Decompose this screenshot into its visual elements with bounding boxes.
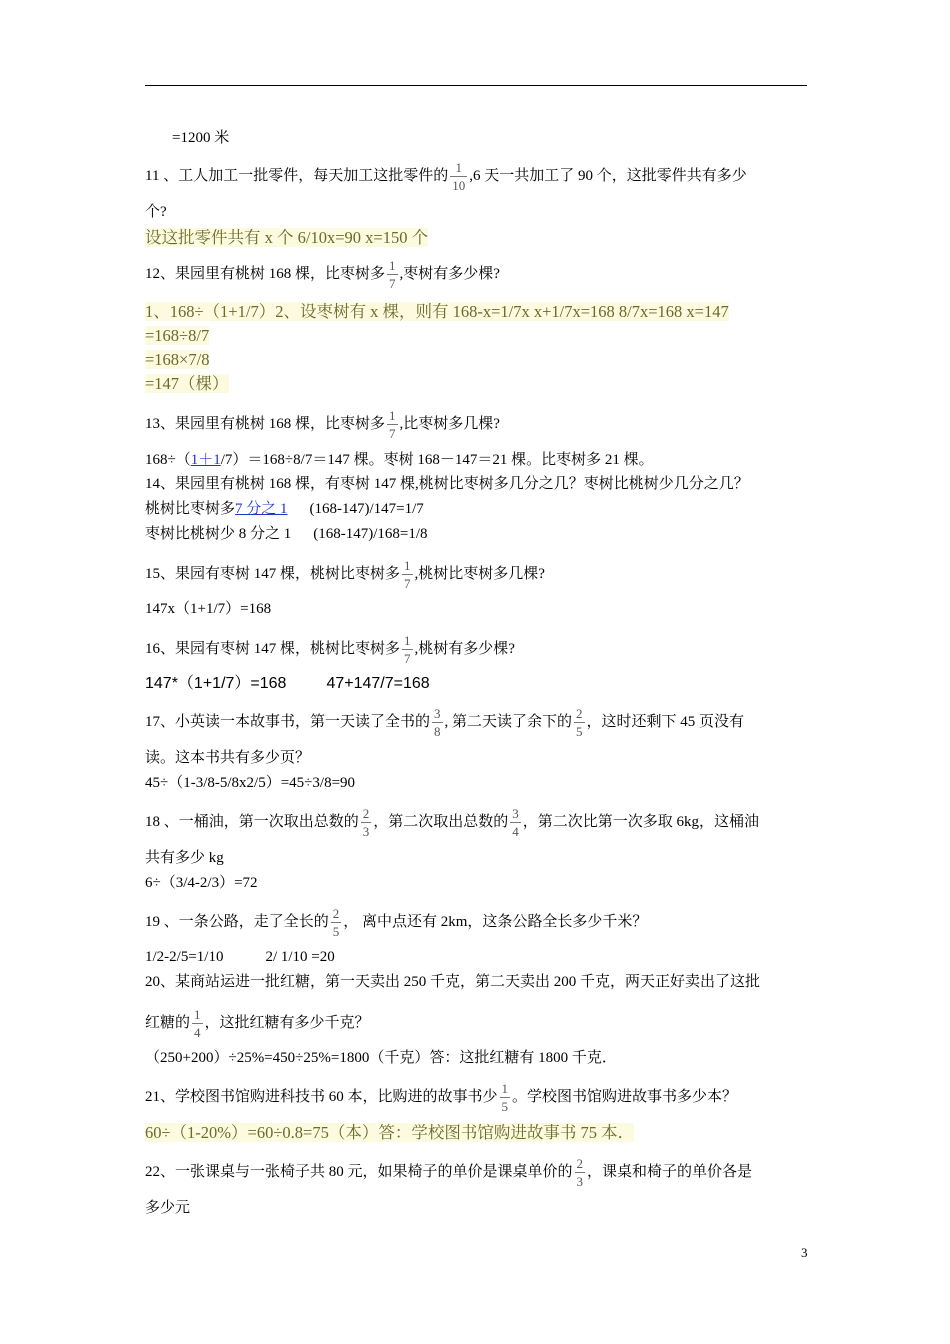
answer-11: 设这批零件共有 x 个 6/10x=90 x=150 个 bbox=[145, 228, 429, 247]
question-18: 18 、一桶油，第一次取出总数的 $\frac{2}{3}$ ，第二次取出总数的 $\frac{3}{4}$ ，第二次比第一次多取 6kg，这桶油 bbox=[145, 806, 760, 839]
fraction: $\frac{2}{3}$ bbox=[576, 1156, 584, 1189]
question-17-cont: 读。这本书共有多少页？ bbox=[145, 750, 311, 766]
answer-18: 6÷（3/4-2/3）=72 bbox=[145, 875, 258, 891]
fraction: $\frac{1}{7}$ bbox=[389, 408, 396, 441]
fraction: $\frac{1}{7}$ bbox=[404, 558, 411, 591]
fraction: $\frac{3}{4}$ bbox=[512, 806, 519, 839]
question-15: 15、果园有枣树 147 棵，桃树比枣树多 $\frac{1}{7}$ ,桃树比枣树多几棵? bbox=[145, 558, 545, 591]
question-22-cont: 多少元 bbox=[145, 1200, 191, 1216]
answer-link[interactable]: 1＋1 bbox=[190, 452, 221, 468]
answer-19: 1/2-2/5=1/10 2/ 1/10 =20 bbox=[145, 949, 335, 965]
answer-20: （250+200）÷25%=450÷25%=1800（千克）答：这批红糖有 1800 千克． bbox=[145, 1050, 617, 1066]
question-20: 20、某商站运进一批红糖，第一天卖出 250 千克，第二天卖出 200 千克，两天正好卖出了这批 bbox=[145, 974, 761, 990]
fraction: $\frac{2}{5}$ bbox=[332, 906, 340, 939]
question-20-cont: 红糖的 $\frac{1}{4}$ ，这批红糖有多少千克？ bbox=[145, 1007, 370, 1040]
fraction: $\frac{2}{5}$ bbox=[576, 706, 583, 739]
answer-15: 147x（1+1/7）=168 bbox=[145, 601, 272, 617]
answer-13: 168÷（1＋1/7）＝168÷8/7＝147 棵。枣树 168－147＝21 棵。比枣树多 21 棵。 bbox=[145, 452, 654, 468]
question-11-cont: 个? bbox=[145, 204, 167, 220]
answer-16: 147*（1+1/7）=168 47+147/7=168 bbox=[145, 675, 430, 692]
question-21: 21、学校图书馆购进科技书 60 本，比购进的故事书少 $\frac{1}{5}$ 。学校图书馆购进故事书多少本？ bbox=[145, 1081, 738, 1114]
answer-17: 45÷（1-3/8-5/8x2/5）=45÷3/8=90 bbox=[145, 775, 356, 791]
question-22: 22、一张课桌与一张椅子共 80 元，如果椅子的单价是课桌单价的 $\frac{2}{3}$ ，课桌和椅子的单价各是 bbox=[145, 1156, 753, 1189]
question-14: 14、果园里有桃树 168 棵，有枣树 147 棵,桃树比枣树多几分之几？枣树比桃树少几分之几？ bbox=[145, 476, 749, 492]
header-rule bbox=[145, 85, 807, 86]
question-12: 12、果园里有桃树 168 棵，比枣树多 $\frac{1}{7}$ ,枣树有多少棵? bbox=[145, 258, 500, 291]
question-18-cont: 共有多少 kg bbox=[145, 850, 224, 866]
fraction: $\frac{2}{3}$ bbox=[362, 806, 370, 839]
answer-14-line2: 枣树比桃树少 8 分之 1 (168-147)/168=1/8 bbox=[145, 526, 428, 542]
question-16: 16、果园有枣树 147 棵，桃树比枣树多 $\frac{1}{7}$ ,桃树有多少棵? bbox=[145, 633, 515, 666]
answer-12-line2: =168÷8/7 bbox=[145, 326, 210, 345]
answer-14-line1: 桃树比枣树多7 分之 1 (168-147)/147=1/7 bbox=[145, 501, 424, 517]
question-13: 13、果园里有桃树 168 棵，比枣树多 $\frac{1}{7}$ ,比枣树多几棵? bbox=[145, 408, 500, 441]
question-17: 17、小英读一本故事书，第一天读了全书的 $\frac{3}{8}$ , 第二天读了余下的 $\frac{2}{5}$ ，这时还剩下 45 页没有 bbox=[145, 706, 745, 739]
fraction: $\frac{1}{7}$ bbox=[404, 633, 411, 666]
question-11: 11 、工人加工一批零件，每天加工这批零件的 $\frac{1}{10}$ ,6 天一共加工了 90 个，这批零件共有多少 bbox=[145, 160, 747, 193]
answer-12-line3: =168×7/8 bbox=[145, 350, 210, 369]
text-line: =1200 米 bbox=[172, 130, 230, 146]
page-number: 3 bbox=[801, 1245, 808, 1260]
fraction: $\frac{1}{10}$ bbox=[452, 160, 466, 193]
question-19: 19 、一条公路，走了全长的 $\frac{2}{5}$ ， 离中点还有 2km，这条公路全长多少千米？ bbox=[145, 906, 648, 939]
answer-link[interactable]: 7 分之 1 bbox=[235, 501, 288, 517]
answer-12-line1: 1、168÷（1+1/7）2、设枣树有 x 棵，则有 168-x=1/7x x+1/7x=168 8/7x=168 x=147 bbox=[145, 302, 729, 321]
fraction: $\frac{1}{5}$ bbox=[501, 1081, 509, 1114]
fraction: $\frac{1}{7}$ bbox=[389, 258, 396, 291]
fraction: $\frac{1}{4}$ bbox=[194, 1007, 201, 1040]
answer-12-line4: =147（棵） bbox=[145, 374, 229, 393]
fraction: $\frac{3}{8}$ bbox=[434, 706, 441, 739]
answer-21: 60÷（1-20%）=60÷0.8=75（本）答：学校图书馆购进故事书 75 本． bbox=[145, 1123, 635, 1142]
